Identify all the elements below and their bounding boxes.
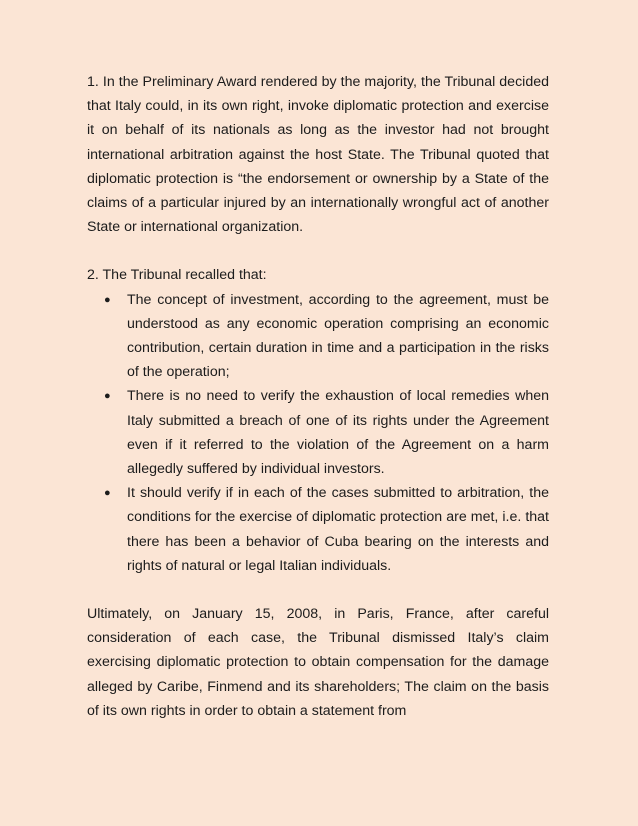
bullet-icon: ● xyxy=(104,293,111,306)
paragraph-ultimately: Ultimately, on January 15, 2008, in Paris, France, after careful consideration of each case, the Tribunal dismissed Italy’s claim exercising diplomatic protection to obtain compensation for the damage alleged by Caribe, Finmend and its shareholders; The claim on the basis of its own rights in order to obtain a statement from xyxy=(87,606,549,719)
bullet-text: It should verify if in each of the cases submitted to arbitration, the conditions for the exercise of diplomatic protection are met, i.e. that there has been a behavior of Cuba bearing on the interests and rights of natural or legal Italian individuals. xyxy=(127,485,549,574)
bullet-text: There is no need to verify the exhaustion of local remedies when Italy submitted a breach of one of its rights under the Agreement even if it referred to the violation of the Agreement on a harm allegedly suffered by individual investors. xyxy=(127,388,549,478)
bullet-icon: ● xyxy=(104,487,111,500)
bullet-item-investment xyxy=(87,288,549,385)
paragraph-tribunal-recalled: 2. The Tribunal recalled that: xyxy=(87,267,267,284)
bullet-item-diplomatic-protection xyxy=(87,481,549,578)
paragraph-preliminary-award: 1. In the Preliminary Award rendered by the majority, the Tribunal decided that Italy could, in its own right, invoke diplomatic protection and exercise it on behalf of its nationals as long as the investor had not brought international arbitration against the host State. The Tribunal quoted that diplomatic protection is “the endorsement or ownership by a State of the claims of a particular injured by an internationally wrongful act of another State or international organization. xyxy=(87,74,549,236)
bullet-item-local-remedies xyxy=(87,384,549,481)
bullet-text: The concept of investment, according to the agreement, must be understood as any economic operation comprising an economic contribution, certain duration in time and a participation in the risks of the operation; xyxy=(127,291,549,381)
bullet-icon: ● xyxy=(104,390,111,403)
bullet-list xyxy=(87,288,549,578)
document-page xyxy=(87,70,549,723)
